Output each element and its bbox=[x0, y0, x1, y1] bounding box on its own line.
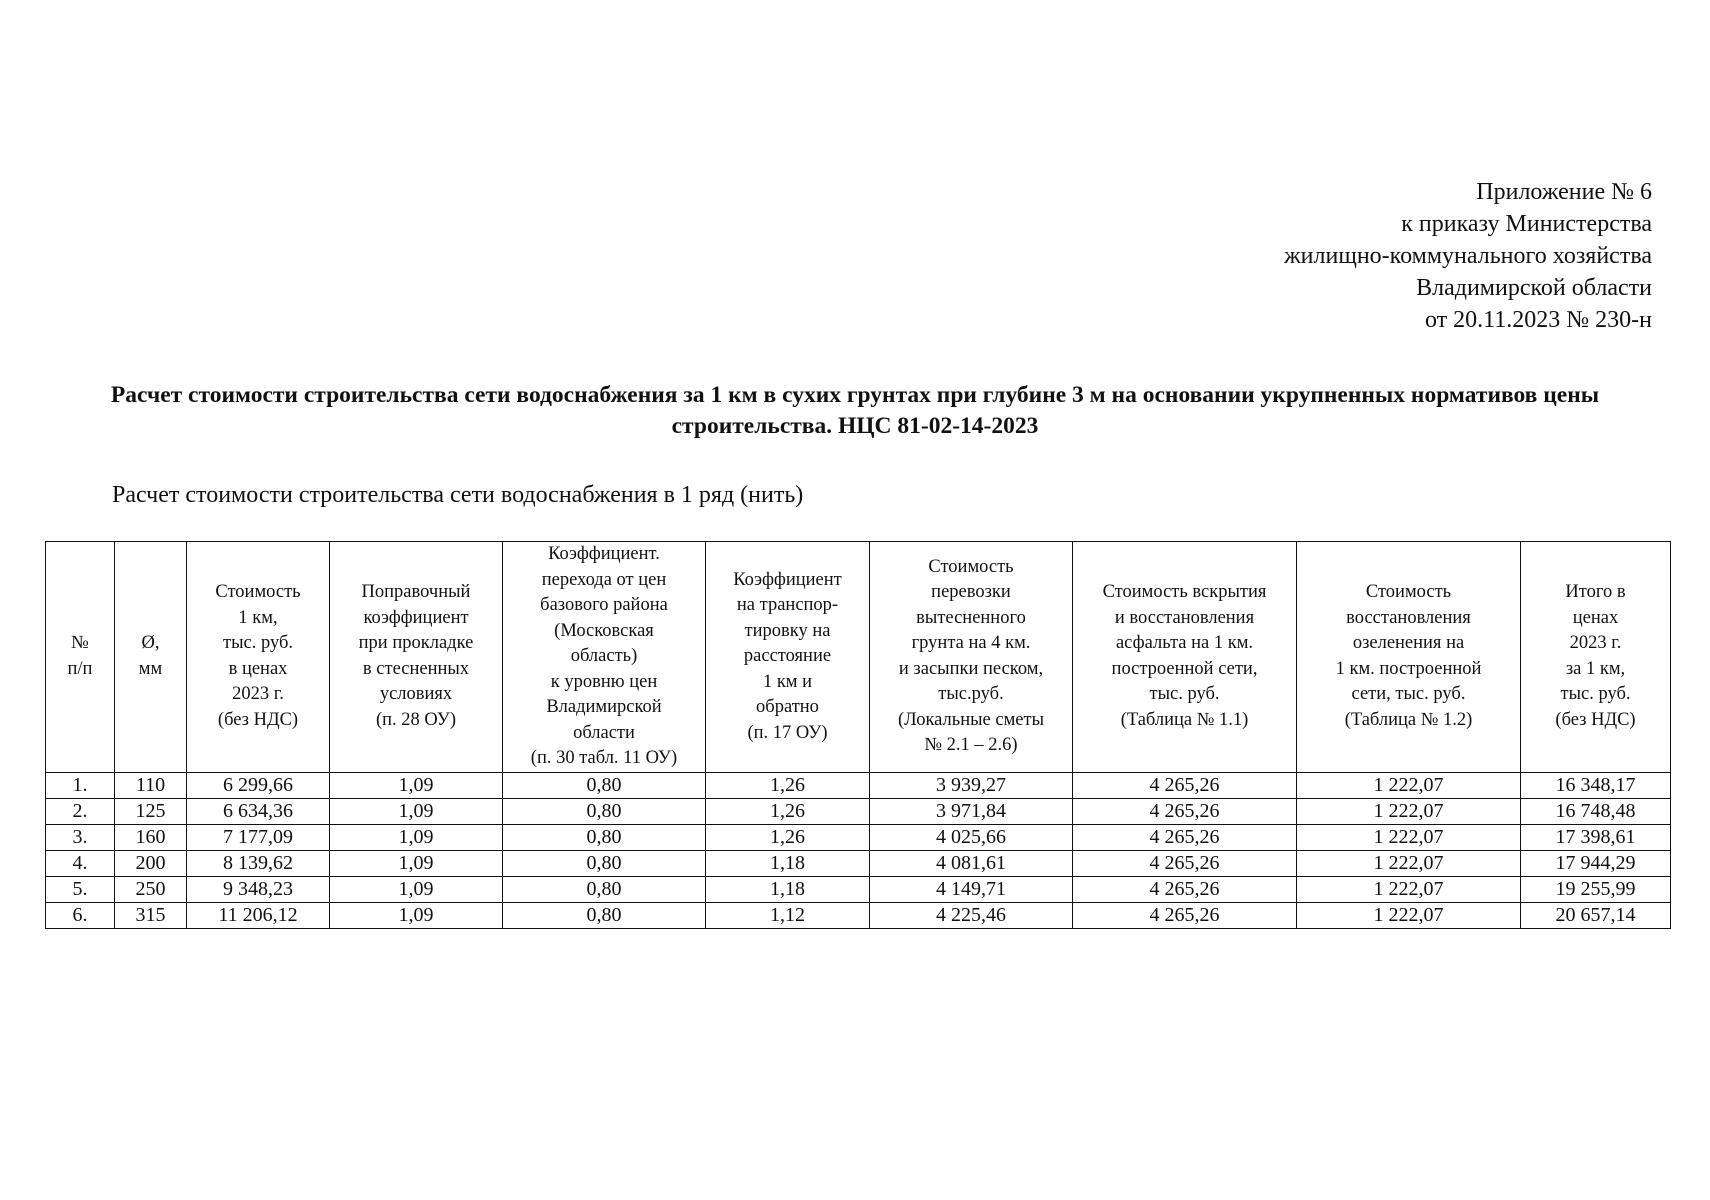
cell-transport-coefficient: 1,26 bbox=[706, 824, 870, 850]
cell-transport-coefficient: 1,12 bbox=[706, 902, 870, 928]
cell-soil-transport-cost: 4 149,71 bbox=[870, 876, 1073, 902]
table-header-row bbox=[46, 542, 1671, 773]
cell-asphalt-cost: 4 265,26 bbox=[1073, 876, 1297, 902]
cell-base-cost: 9 348,23 bbox=[187, 876, 330, 902]
table-caption: Расчет стоимости строительства сети водоснабжения в 1 ряд (нить) bbox=[112, 482, 804, 508]
table-row bbox=[46, 824, 1671, 850]
cell-region-coefficient: 0,80 bbox=[503, 902, 706, 928]
cell-base-cost: 6 299,66 bbox=[187, 772, 330, 798]
cell-greening-cost: 1 222,07 bbox=[1297, 772, 1521, 798]
cell-region-coefficient: 0,80 bbox=[503, 824, 706, 850]
cell-correction-coefficient: 1,09 bbox=[330, 798, 503, 824]
cell-soil-transport-cost: 4 225,46 bbox=[870, 902, 1073, 928]
cell-total: 17 398,61 bbox=[1521, 824, 1671, 850]
appendix-region: Владимирской области bbox=[1416, 275, 1652, 301]
cell-number: 1. bbox=[46, 772, 115, 798]
cell-correction-coefficient: 1,09 bbox=[330, 902, 503, 928]
cell-correction-coefficient: 1,09 bbox=[330, 876, 503, 902]
appendix-number: Приложение № 6 bbox=[1476, 179, 1652, 205]
cell-total: 16 748,48 bbox=[1521, 798, 1671, 824]
header-cell-total: Итого в ценах 2023 г. за 1 км, тыс. руб. (без НДС) bbox=[1521, 542, 1671, 773]
table-row bbox=[46, 902, 1671, 928]
cell-diameter: 160 bbox=[115, 824, 187, 850]
cell-diameter: 315 bbox=[115, 902, 187, 928]
appendix-date: от 20.11.2023 № 230-н bbox=[1424, 307, 1652, 333]
header-cell-correction-coefficient: Поправочный коэффициент при прокладке в стесненных условиях (п. 28 ОУ) bbox=[330, 542, 503, 773]
table-body bbox=[46, 772, 1671, 928]
cell-number: 2. bbox=[46, 798, 115, 824]
cell-number: 4. bbox=[46, 850, 115, 876]
cell-total: 19 255,99 bbox=[1521, 876, 1671, 902]
cell-asphalt-cost: 4 265,26 bbox=[1073, 850, 1297, 876]
cell-asphalt-cost: 4 265,26 bbox=[1073, 902, 1297, 928]
cell-soil-transport-cost: 4 025,66 bbox=[870, 824, 1073, 850]
cell-total: 17 944,29 bbox=[1521, 850, 1671, 876]
cell-soil-transport-cost: 3 971,84 bbox=[870, 798, 1073, 824]
cell-region-coefficient: 0,80 bbox=[503, 798, 706, 824]
header-cell-transport-coefficient: Коэффициент на транспор- тировку на расстояние 1 км и обратно (п. 17 ОУ) bbox=[706, 542, 870, 773]
cell-diameter: 110 bbox=[115, 772, 187, 798]
cell-transport-coefficient: 1,26 bbox=[706, 798, 870, 824]
cell-base-cost: 7 177,09 bbox=[187, 824, 330, 850]
cell-soil-transport-cost: 4 081,61 bbox=[870, 850, 1073, 876]
cell-diameter: 250 bbox=[115, 876, 187, 902]
cost-table bbox=[45, 541, 1671, 929]
cell-greening-cost: 1 222,07 bbox=[1297, 824, 1521, 850]
cell-base-cost: 6 634,36 bbox=[187, 798, 330, 824]
table-row bbox=[46, 772, 1671, 798]
header-cell-asphalt-cost: Стоимость вскрытия и восстановления асфальта на 1 км. построенной сети, тыс. руб. (Таблица № 1.1) bbox=[1073, 542, 1297, 773]
header-cell-greening-cost: Стоимость восстановления озеленения на 1 км. построенной сети, тыс. руб. (Таблица № 1.2) bbox=[1297, 542, 1521, 773]
cell-asphalt-cost: 4 265,26 bbox=[1073, 798, 1297, 824]
header-cell-region-coefficient: Коэффициент. перехода от цен базового района (Московская область) к уровню цен Владимирской области (п. 30 табл. 11 ОУ) bbox=[503, 542, 706, 773]
cell-asphalt-cost: 4 265,26 bbox=[1073, 824, 1297, 850]
cell-transport-coefficient: 1,26 bbox=[706, 772, 870, 798]
cell-greening-cost: 1 222,07 bbox=[1297, 850, 1521, 876]
cell-asphalt-cost: 4 265,26 bbox=[1073, 772, 1297, 798]
table-row bbox=[46, 876, 1671, 902]
cell-correction-coefficient: 1,09 bbox=[330, 772, 503, 798]
document-title: Расчет стоимости строительства сети водоснабжения за 1 км в сухих грунтах при глубине 3 м на основании укрупненных нормативов цены строительства. НЦС 81-02-14-2023 bbox=[110, 382, 1600, 439]
cell-region-coefficient: 0,80 bbox=[503, 772, 706, 798]
cell-greening-cost: 1 222,07 bbox=[1297, 902, 1521, 928]
header-cell-base-cost: Стоимость 1 км, тыс. руб. в ценах 2023 г. (без НДС) bbox=[187, 542, 330, 773]
cell-correction-coefficient: 1,09 bbox=[330, 824, 503, 850]
appendix-order-ref: к приказу Министерства bbox=[1401, 211, 1652, 237]
cell-base-cost: 8 139,62 bbox=[187, 850, 330, 876]
cell-greening-cost: 1 222,07 bbox=[1297, 876, 1521, 902]
cell-region-coefficient: 0,80 bbox=[503, 850, 706, 876]
cell-number: 6. bbox=[46, 902, 115, 928]
header-cell-soil-transport-cost: Стоимость перевозки вытесненного грунта на 4 км. и засыпки песком, тыс.руб. (Локальные сметы № 2.1 – 2.6) bbox=[870, 542, 1073, 773]
appendix-block bbox=[1284, 176, 1652, 336]
cell-correction-coefficient: 1,09 bbox=[330, 850, 503, 876]
cell-number: 5. bbox=[46, 876, 115, 902]
cell-diameter: 200 bbox=[115, 850, 187, 876]
cell-diameter: 125 bbox=[115, 798, 187, 824]
cell-number: 3. bbox=[46, 824, 115, 850]
table-row bbox=[46, 798, 1671, 824]
cell-total: 16 348,17 bbox=[1521, 772, 1671, 798]
cell-transport-coefficient: 1,18 bbox=[706, 850, 870, 876]
header-cell-diameter: Ø, мм bbox=[115, 542, 187, 773]
cell-soil-transport-cost: 3 939,27 bbox=[870, 772, 1073, 798]
header-cell-number: № п/п bbox=[46, 542, 115, 773]
cell-region-coefficient: 0,80 bbox=[503, 876, 706, 902]
appendix-ministry: жилищно-коммунального хозяйства bbox=[1284, 243, 1652, 269]
table-row bbox=[46, 850, 1671, 876]
cell-transport-coefficient: 1,18 bbox=[706, 876, 870, 902]
cell-total: 20 657,14 bbox=[1521, 902, 1671, 928]
cell-base-cost: 11 206,12 bbox=[187, 902, 330, 928]
cell-greening-cost: 1 222,07 bbox=[1297, 798, 1521, 824]
